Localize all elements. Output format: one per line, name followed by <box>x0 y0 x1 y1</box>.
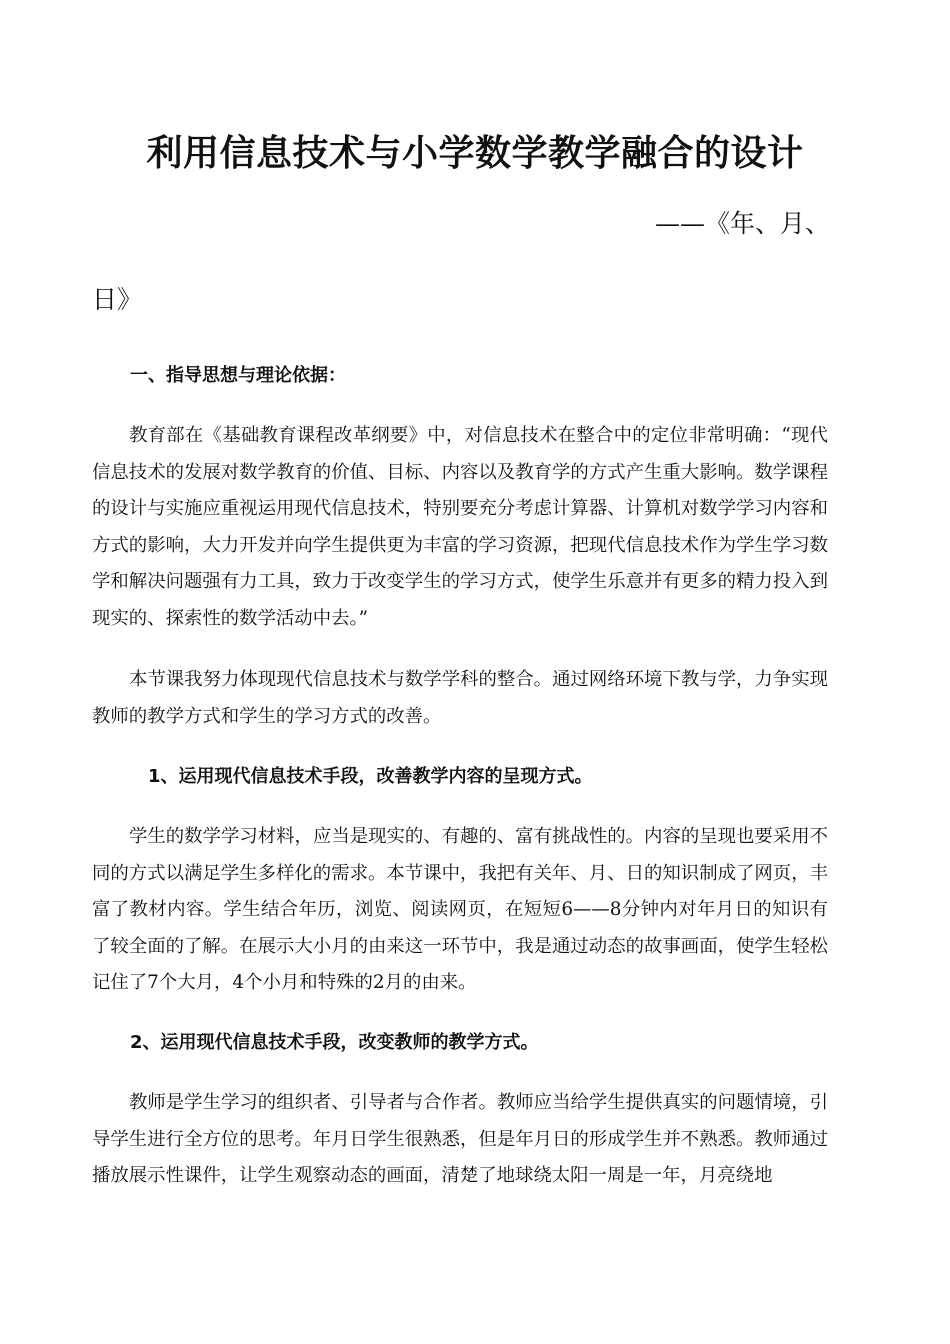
subsection-heading: 1、运用现代信息技术手段，改善教学内容的呈现方式。 <box>148 766 593 787</box>
paragraph: 学生的数学学习材料，应当是现实的、有趣的、富有挑战性的。内容的呈现也要采用不同的方式以满足学生多样化的需求。本节课中，我把有关年、月、日的知识制成了网页，丰富了教材内容。学生结合年历，浏览、阅读网页，在短短6——8分钟内对年月日的知识有了较全面的了解。在展示大小月的由来这一环节中，我是通过动态的故事画面，使学生轻松记住了7个大月，4个小月和特殊的2月的由来。 <box>92 826 828 993</box>
paragraph: 教育部在《基础教育课程改革纲要》中，对信息技术在整合中的定位非常明确：“现代信息技术的发展对数学教育的价值、目标、内容以及教育学的方式产生重大影响。数学课程的设计与实施应重视运用现代信息技术，特别要充分考虑计算器、计算机对数学学习内容和方式的影响，大力开发并向学生提供更为丰富的学习资源，把现代信息技术作为学生学习数学和解决问题强有力工具，致力于改变学生的学习方式，使学生乐意并有更多的精力投入到现实的、探索性的数学活动中去。” <box>92 425 828 629</box>
subsection-heading: 2、运用现代信息技术手段，改变教师的教学方式。 <box>130 1032 539 1053</box>
document-title: 利用信息技术与小学数学教学融合的设计 <box>146 133 804 174</box>
section-heading: 一、指导思想与理论依据： <box>130 365 346 386</box>
document-subtitle: ——《年、月、 <box>654 209 830 238</box>
paragraph: 教师是学生学习的组织者、引导者与合作者。教师应当给学生提供真实的问题情境，引导学生进行全方位的思考。年月日学生很熟悉，但是年月日的形成学生并不熟悉。教师通过播放展示性课件，让学生观察动态的画面，清楚了地球绕太阳一周是一年，月亮绕地 <box>92 1092 828 1186</box>
paragraph: 本节课我努力体现现代信息技术与数学学科的整合。通过网络环境下教与学，力争实现教师的教学方式和学生的学习方式的改善。 <box>92 669 828 727</box>
document-subtitle-continuation: 日》 <box>92 285 143 314</box>
